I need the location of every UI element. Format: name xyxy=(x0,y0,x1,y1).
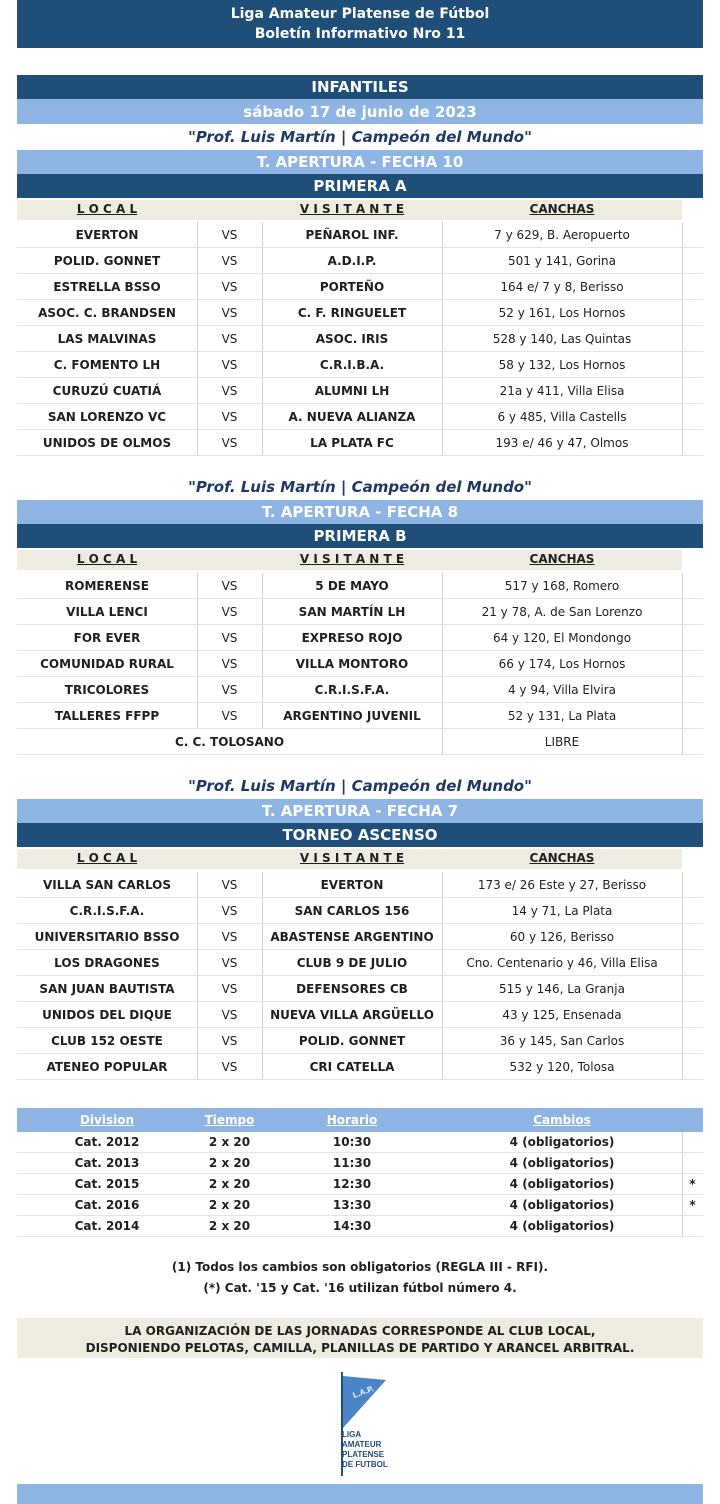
logo-text xyxy=(342,1430,388,1470)
vs-label: VS xyxy=(221,1034,238,1048)
venue: 64 y 120, El Mondongo xyxy=(492,631,632,645)
match-list-2 xyxy=(17,573,703,755)
visitor-team: C.R.I.S.F.A. xyxy=(314,683,390,697)
venue: 21 y 78, A. de San Lorenzo xyxy=(481,605,643,619)
column-header-3 xyxy=(17,849,682,869)
local-team: VILLA LENCI xyxy=(66,605,148,619)
vs-label: VS xyxy=(221,657,238,671)
sched-division: Cat. 2013 xyxy=(74,1156,140,1170)
division-title-1: PRIMERA A xyxy=(17,174,703,198)
schedule-row xyxy=(17,1216,703,1237)
vs-label: VS xyxy=(221,436,238,450)
schedule-header xyxy=(17,1108,703,1132)
schedule-row xyxy=(17,1153,703,1174)
match-row xyxy=(17,625,703,651)
match-row xyxy=(17,326,703,352)
visitor-team: SAN CARLOS 156 xyxy=(294,904,410,918)
bye-label: LIBRE xyxy=(544,735,580,749)
vs-label: VS xyxy=(221,332,238,346)
sched-tiempo: 2 x 20 xyxy=(208,1135,251,1149)
venue: 14 y 71, La Plata xyxy=(511,904,613,918)
visitor-team: C. F. RINGUELET xyxy=(297,306,407,320)
visitor-team: LA PLATA FC xyxy=(310,436,394,450)
local-team: FOR EVER xyxy=(73,631,141,645)
sched-horario: 11:30 xyxy=(332,1156,372,1170)
local-team: C.R.I.S.F.A. xyxy=(69,904,145,918)
sched-tiempo: 2 x 20 xyxy=(208,1156,251,1170)
match-row xyxy=(17,1054,703,1080)
sched-cambios: 4 (obligatorios) xyxy=(509,1219,615,1233)
local-team: CURUZÚ CUATIÁ xyxy=(52,384,162,398)
visitor-team: POLID. GONNET xyxy=(298,1034,406,1048)
local-team: UNIDOS DEL DIQUE xyxy=(42,1008,172,1022)
sched-cambios: 4 (obligatorios) xyxy=(509,1198,615,1212)
league-name: Liga Amateur Platense de Fútbol xyxy=(230,6,490,22)
vs-label: VS xyxy=(221,228,238,242)
venue: 517 y 168, Romero xyxy=(504,579,620,593)
footer-band xyxy=(17,1484,703,1504)
local-team: COMUNIDAD RURAL xyxy=(40,657,174,671)
sched-horario: 12:30 xyxy=(332,1177,372,1191)
match-row xyxy=(17,976,703,1002)
torneo-title-1: T. APERTURA - FECHA 10 xyxy=(17,150,703,174)
sched-cambios: 4 (obligatorios) xyxy=(509,1135,615,1149)
visitor-team: VILLA MONTORO xyxy=(295,657,409,671)
venue: 43 y 125, Ensenada xyxy=(502,1008,622,1022)
column-header-2 xyxy=(17,550,682,570)
vs-label: VS xyxy=(221,605,238,619)
col-visitante: V I S I T A N T E xyxy=(299,851,405,865)
venue: 532 y 120, Tolosa xyxy=(509,1060,615,1074)
local-team: UNIVERSITARIO BSSO xyxy=(34,930,180,944)
venue: 52 y 161, Los Hornos xyxy=(498,306,626,320)
visitor-team: CRI CATELLA xyxy=(309,1060,395,1074)
col-canchas: CANCHAS xyxy=(529,552,595,566)
organization-line-2: DISPONIENDO PELOTAS, CAMILLA, PLANILLAS DE PARTIDO Y ARANCEL ARBITRAL. xyxy=(85,1341,635,1355)
sched-tiempo: 2 x 20 xyxy=(208,1198,251,1212)
local-team: ESTRELLA BSSO xyxy=(53,280,161,294)
logo-flag-text: L.A.P. xyxy=(351,1384,376,1400)
vs-label: VS xyxy=(221,683,238,697)
visitor-team: 5 DE MAYO xyxy=(315,579,389,593)
match-row xyxy=(17,924,703,950)
bye-row xyxy=(17,729,703,755)
match-row xyxy=(17,573,703,599)
visitor-team: A.D.I.P. xyxy=(327,254,377,268)
sched-mark: * xyxy=(689,1198,696,1212)
visitor-team: PORTEÑO xyxy=(319,280,385,294)
match-row xyxy=(17,274,703,300)
dedication-quote-3: "Prof. Luis Martín | Campeón del Mundo" xyxy=(188,777,532,795)
sched-horario: 13:30 xyxy=(332,1198,372,1212)
schedule-row xyxy=(17,1195,703,1216)
division-title-2: PRIMERA B xyxy=(17,524,703,548)
vs-label: VS xyxy=(221,358,238,372)
vs-label: VS xyxy=(221,904,238,918)
venue: 7 y 629, B. Aeropuerto xyxy=(494,228,630,242)
match-list-3 xyxy=(17,872,703,1080)
column-header-1 xyxy=(17,200,682,220)
sched-mark: * xyxy=(689,1177,696,1191)
venue: 60 y 126, Berisso xyxy=(509,930,615,944)
match-row xyxy=(17,378,703,404)
venue: 515 y 146, La Granja xyxy=(499,982,625,996)
logo-line-4: DE FUTBOL xyxy=(342,1460,388,1469)
match-row xyxy=(17,703,703,729)
local-team: C. FOMENTO LH xyxy=(53,358,161,372)
schedule-table xyxy=(17,1108,703,1237)
vs-label: VS xyxy=(221,384,238,398)
local-team: VILLA SAN CARLOS xyxy=(42,878,172,892)
venue: 4 y 94, Villa Elvira xyxy=(507,683,617,697)
visitor-team: NUEVA VILLA ARGÜELLO xyxy=(270,1008,434,1022)
match-row xyxy=(17,651,703,677)
torneo-title-3: T. APERTURA - FECHA 7 xyxy=(17,799,703,823)
match-list-1 xyxy=(17,222,703,456)
local-team: CLUB 152 OESTE xyxy=(51,1034,163,1048)
schedule-rows xyxy=(17,1132,703,1237)
visitor-team: C.R.I.B.A. xyxy=(319,358,385,372)
vs-label: VS xyxy=(221,709,238,723)
visitor-team: EXPRESO ROJO xyxy=(301,631,403,645)
vs-label: VS xyxy=(221,410,238,424)
col-canchas: CANCHAS xyxy=(529,851,595,865)
local-team: EVERTON xyxy=(75,228,139,242)
venue: Cno. Centenario y 46, Villa Elisa xyxy=(466,956,658,970)
col-local: L O C A L xyxy=(76,851,138,865)
local-team: ASOC. C. BRANDSEN xyxy=(38,306,176,320)
col-canchas: CANCHAS xyxy=(529,202,595,216)
visitor-team: PEÑAROL INF. xyxy=(305,228,399,242)
venue: 52 y 131, La Plata xyxy=(507,709,617,723)
visitor-team: SAN MARTÍN LH xyxy=(298,605,406,619)
local-team: ROMERENSE xyxy=(65,579,149,593)
match-row xyxy=(17,404,703,430)
vs-label: VS xyxy=(221,306,238,320)
sched-col-cambios: Cambios xyxy=(533,1113,591,1127)
local-team: SAN JUAN BAUTISTA xyxy=(39,982,175,996)
sched-division: Cat. 2014 xyxy=(74,1219,140,1233)
bye-team: C. C. TOLOSANO xyxy=(174,735,285,749)
match-row xyxy=(17,300,703,326)
sched-division: Cat. 2015 xyxy=(74,1177,140,1191)
venue: 66 y 174, Los Hornos xyxy=(498,657,626,671)
venue: 21a y 411, Villa Elisa xyxy=(499,384,625,398)
sched-horario: 14:30 xyxy=(332,1219,372,1233)
bulletin-header xyxy=(17,0,703,48)
dedication-quote-2: "Prof. Luis Martín | Campeón del Mundo" xyxy=(188,478,532,496)
sched-tiempo: 2 x 20 xyxy=(208,1177,251,1191)
match-row xyxy=(17,1002,703,1028)
local-team: LOS DRAGONES xyxy=(54,956,160,970)
date-title: sábado 17 de junio de 2023 xyxy=(17,99,703,124)
bulletin-number: Boletín Informativo Nro 11 xyxy=(254,26,466,42)
venue: 164 e/ 7 y 8, Berisso xyxy=(500,280,624,294)
sched-col-horario: Horario xyxy=(326,1113,378,1127)
vs-label: VS xyxy=(221,982,238,996)
vs-label: VS xyxy=(221,631,238,645)
venue: 193 e/ 46 y 47, Olmos xyxy=(495,436,629,450)
vs-label: VS xyxy=(221,930,238,944)
vs-label: VS xyxy=(221,579,238,593)
local-team: POLID. GONNET xyxy=(53,254,161,268)
vs-label: VS xyxy=(221,956,238,970)
match-row xyxy=(17,430,703,456)
match-row xyxy=(17,677,703,703)
logo-line-2: AMATEUR xyxy=(342,1440,382,1449)
match-row xyxy=(17,352,703,378)
match-row xyxy=(17,872,703,898)
division-title-3: TORNEO ASCENSO xyxy=(17,823,703,847)
visitor-team: A. NUEVA ALIANZA xyxy=(288,410,416,424)
organization-line-1: LA ORGANIZACIÓN DE LAS JORNADAS CORRESPONDE AL CLUB LOCAL, xyxy=(124,1324,596,1338)
col-local: L O C A L xyxy=(76,202,138,216)
visitor-team: ASOC. IRIS xyxy=(315,332,389,346)
sched-tiempo: 2 x 20 xyxy=(208,1219,251,1233)
logo-line-1: LIGA xyxy=(342,1430,362,1439)
dedication-quote-1: "Prof. Luis Martín | Campeón del Mundo" xyxy=(188,128,532,146)
visitor-team: EVERTON xyxy=(320,878,384,892)
visitor-team: ARGENTINO JUVENIL xyxy=(283,709,421,723)
match-row xyxy=(17,1028,703,1054)
sched-cambios: 4 (obligatorios) xyxy=(509,1177,615,1191)
match-row xyxy=(17,898,703,924)
local-team: TALLERES FFPP xyxy=(54,709,160,723)
venue: 36 y 145, San Carlos xyxy=(499,1034,625,1048)
vs-label: VS xyxy=(221,280,238,294)
vs-label: VS xyxy=(221,1008,238,1022)
category-title: INFANTILES xyxy=(17,75,703,99)
sched-horario: 10:30 xyxy=(332,1135,372,1149)
sched-division: Cat. 2016 xyxy=(74,1198,140,1212)
note-cambios: (1) Todos los cambios son obligatorios (REGLA III - RFI). xyxy=(171,1260,549,1274)
match-row xyxy=(17,248,703,274)
local-team: ATENEO POPULAR xyxy=(46,1060,168,1074)
venue: 501 y 141, Gorina xyxy=(507,254,617,268)
visitor-team: CLUB 9 DE JULIO xyxy=(296,956,408,970)
logo-line-3: PLATENSE xyxy=(342,1450,385,1459)
match-row xyxy=(17,222,703,248)
visitor-team: ALUMNI LH xyxy=(314,384,390,398)
visitor-team: ABASTENSE ARGENTINO xyxy=(270,930,434,944)
venue: 173 e/ 26 Este y 27, Berisso xyxy=(477,878,647,892)
sched-division: Cat. 2012 xyxy=(74,1135,140,1149)
col-visitante: V I S I T A N T E xyxy=(299,202,405,216)
sched-col-tiempo: Tiempo xyxy=(204,1113,255,1127)
local-team: LAS MALVINAS xyxy=(57,332,157,346)
local-team: SAN LORENZO VC xyxy=(47,410,167,424)
local-team: UNIDOS DE OLMOS xyxy=(42,436,172,450)
vs-label: VS xyxy=(221,878,238,892)
torneo-title-2: T. APERTURA - FECHA 8 xyxy=(17,500,703,524)
note-pelota: (*) Cat. '15 y Cat. '16 utilizan fútbol número 4. xyxy=(203,1281,517,1295)
visitor-team: DEFENSORES CB xyxy=(296,982,408,996)
sched-col-division: Division xyxy=(79,1113,135,1127)
schedule-row xyxy=(17,1132,703,1153)
vs-label: VS xyxy=(221,1060,238,1074)
schedule-row xyxy=(17,1174,703,1195)
vs-label: VS xyxy=(221,254,238,268)
col-visitante: V I S I T A N T E xyxy=(299,552,405,566)
local-team: TRICOLORES xyxy=(64,683,150,697)
organization-notice xyxy=(17,1318,703,1358)
sched-cambios: 4 (obligatorios) xyxy=(509,1156,615,1170)
venue: 6 y 485, Villa Castells xyxy=(497,410,627,424)
venue: 528 y 140, Las Quintas xyxy=(492,332,632,346)
col-local: L O C A L xyxy=(76,552,138,566)
match-row xyxy=(17,950,703,976)
match-row xyxy=(17,599,703,625)
venue: 58 y 132, Los Hornos xyxy=(498,358,626,372)
